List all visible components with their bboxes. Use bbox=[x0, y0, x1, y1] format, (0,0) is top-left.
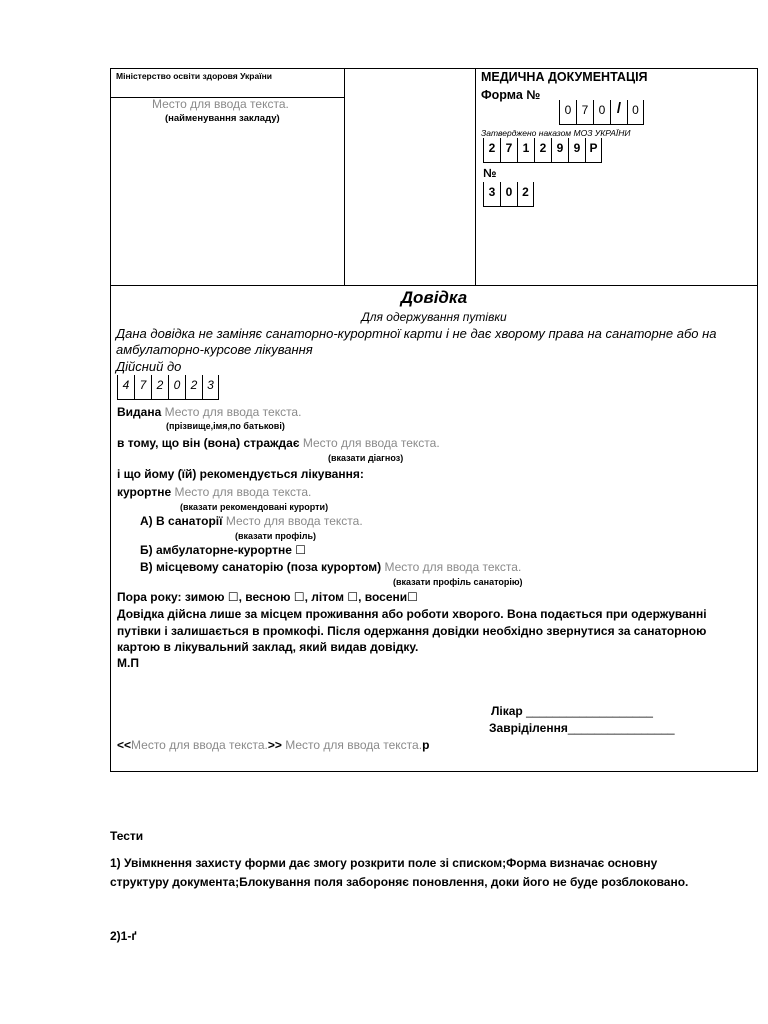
resort-caption: (вказати рекомендовані курорти) bbox=[180, 502, 329, 512]
season-winter: зимою bbox=[184, 590, 225, 604]
validity-line: Довідка дійсна лише за місцем проживання або роботи хворого. Вона подається при одержуванні bbox=[117, 607, 707, 621]
tests-heading: Тести bbox=[110, 829, 144, 843]
disclaimer-line: амбулаторно-курсове лікування bbox=[116, 342, 313, 357]
sanatorium-caption: (вказати профіль) bbox=[235, 531, 317, 541]
checkbox-winter[interactable]: ☐ bbox=[227, 590, 239, 604]
option-b-label: Б) амбулаторне-курортне bbox=[140, 543, 292, 557]
checkbox-summer[interactable]: ☐ bbox=[347, 590, 359, 604]
order-digit: 9 bbox=[551, 138, 568, 163]
divider bbox=[475, 69, 476, 285]
doctor-signature bbox=[491, 704, 653, 718]
valid-digit: 0 bbox=[168, 375, 185, 400]
form-digit: 0 bbox=[593, 100, 610, 125]
validity-line: путівки і залишається в промкофі. Після одержання довідки необхідно звернутися за санаторною bbox=[117, 624, 707, 638]
form-label: Форма № bbox=[481, 88, 541, 102]
test-item: 2)1-ґ bbox=[110, 929, 137, 943]
sanatorium-input[interactable]: Место для ввода текста. bbox=[225, 514, 363, 528]
order-digit: 1 bbox=[517, 138, 534, 163]
approved-text: Затверджено наказом МОЗ УКРАЇНИ bbox=[481, 128, 631, 138]
form-digit: / bbox=[610, 100, 627, 125]
no-digit: 0 bbox=[500, 182, 517, 207]
valid-digit: 2 bbox=[185, 375, 202, 400]
season-label: Пора року: bbox=[117, 590, 182, 604]
no-digit: 2 bbox=[517, 182, 534, 207]
checkbox-spring[interactable]: ☐ bbox=[293, 590, 305, 604]
order-digit: 9 bbox=[568, 138, 585, 163]
stamp-label: М.П bbox=[117, 656, 139, 670]
local-sanatorium-caption: (вказати профіль санаторію) bbox=[393, 577, 523, 587]
date-suffix: р bbox=[422, 738, 430, 752]
form-digit: 7 bbox=[576, 100, 593, 125]
season-autumn: восени bbox=[364, 590, 408, 604]
date-open: << bbox=[117, 738, 132, 752]
doctor-line: ___________________ bbox=[526, 704, 653, 718]
form-number-boxes bbox=[559, 100, 644, 125]
head-signature bbox=[489, 721, 675, 735]
option-a-label: А) В санаторії bbox=[140, 514, 223, 528]
diagnosis-caption: (вказати діагноз) bbox=[328, 453, 404, 463]
issued-input[interactable]: Место для ввода текста. bbox=[164, 405, 302, 419]
divider bbox=[111, 285, 757, 286]
season-row: Пора року: зимою ☐, весною ☐, літом ☐, восени☐ bbox=[117, 590, 418, 604]
test-item: структуру документа;Блокування поля забороняє поновлення, доки його не буде розблоковано. bbox=[110, 875, 689, 889]
date-row bbox=[117, 738, 429, 752]
head-line: ________________ bbox=[567, 721, 675, 735]
doctor-label: Лікар bbox=[491, 704, 523, 718]
valid-label: Дійсний до bbox=[116, 359, 182, 374]
order-digit: 2 bbox=[483, 138, 500, 163]
local-sanatorium-input[interactable]: Место для ввода текста. bbox=[384, 560, 522, 574]
form-frame bbox=[110, 68, 758, 772]
date-month-input[interactable]: Место для ввода текста. bbox=[285, 738, 423, 752]
valid-digit: 3 bbox=[202, 375, 219, 400]
document-title: Довідка bbox=[400, 288, 468, 307]
date-day-input[interactable]: Место для ввода текста. bbox=[131, 738, 268, 752]
resort-label: курортне bbox=[117, 485, 172, 499]
institution-input[interactable]: Место для ввода текста. bbox=[152, 97, 289, 111]
head-label: Завріділення bbox=[489, 721, 568, 735]
form-digit: 0 bbox=[627, 100, 644, 125]
resort-input[interactable]: Место для ввода текста. bbox=[174, 485, 312, 499]
document-subtitle: Для одержування путівки bbox=[361, 310, 507, 324]
valid-digit: 7 bbox=[134, 375, 151, 400]
checkbox-ambulatory[interactable]: ☐ bbox=[295, 543, 306, 557]
issued-label: Видана bbox=[117, 405, 162, 419]
order-boxes bbox=[483, 138, 602, 163]
ministry-name: Міністерство освіти здоровя України bbox=[116, 71, 272, 81]
no-boxes bbox=[483, 182, 534, 207]
divider bbox=[344, 69, 345, 285]
order-digit: Р bbox=[585, 138, 602, 163]
no-label: № bbox=[483, 166, 497, 180]
season-summer: літом bbox=[311, 590, 344, 604]
checkbox-autumn[interactable]: ☐ bbox=[407, 590, 418, 604]
doc-title: МЕДИЧНА ДОКУМЕНТАЦІЯ bbox=[481, 70, 648, 84]
date-close: >> bbox=[267, 738, 282, 752]
issued-caption: (прізвище,імя,по батькові) bbox=[166, 421, 285, 431]
disclaimer-line: Дана довідка не заміняє санаторно-курортної карти і не дає хворому права на санаторне або на bbox=[116, 326, 717, 341]
validity-line: картою в лікувальний заклад, який видав довідку. bbox=[117, 640, 419, 654]
valid-digit: 2 bbox=[151, 375, 168, 400]
institution-caption: (найменування закладу) bbox=[165, 113, 280, 124]
no-digit: 3 bbox=[483, 182, 500, 207]
suffers-label: в тому, що він (вона) страждає bbox=[117, 436, 300, 450]
form-digit: 0 bbox=[559, 100, 576, 125]
order-digit: 7 bbox=[500, 138, 517, 163]
valid-date-boxes bbox=[117, 375, 219, 400]
valid-digit: 4 bbox=[117, 375, 134, 400]
order-digit: 2 bbox=[534, 138, 551, 163]
season-spring: весною bbox=[245, 590, 291, 604]
diagnosis-input[interactable]: Место для ввода текста. bbox=[302, 436, 440, 450]
recommended-label: і що йому (їй) рекомендується лікування: bbox=[117, 467, 364, 481]
option-c-label: В) місцевому санаторію (поза курортом) bbox=[140, 560, 382, 574]
test-item: 1) Увімкнення захисту форми дає змогу розкрити поле зі списком;Форма визначає основну bbox=[110, 856, 658, 870]
